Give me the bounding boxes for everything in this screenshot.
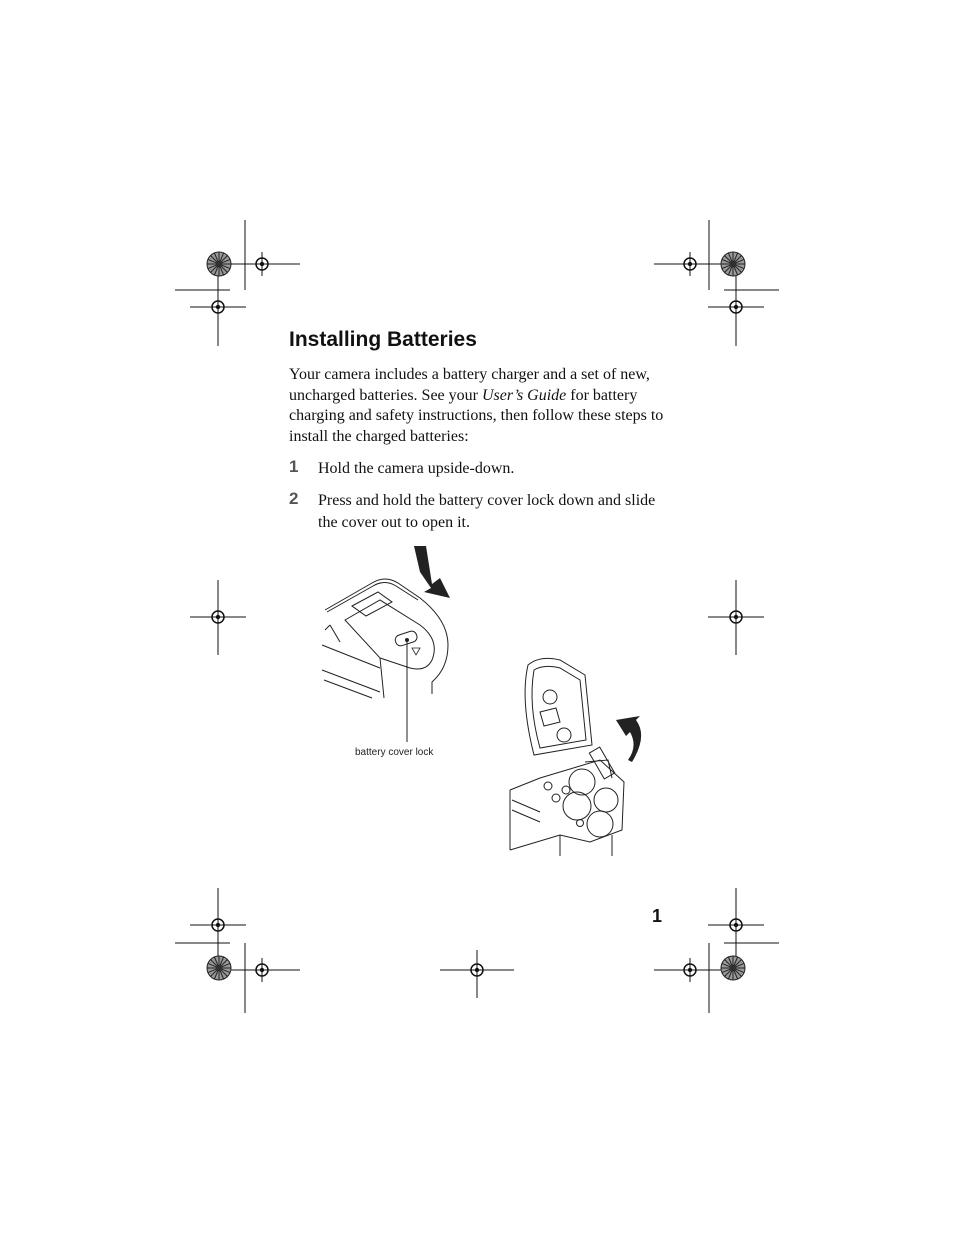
users-guide-reference: User’s Guide (481, 386, 567, 404)
page-number: 1 (652, 906, 663, 926)
camera-closed-drawing (322, 579, 448, 698)
intro-text-part2: for battery charging and safety instructions, then follow these steps to install the charged batteries: (289, 386, 664, 445)
callout-dot (405, 638, 409, 642)
step-text: Hold the camera upside-down. (318, 460, 515, 477)
camera-open-drawing (510, 658, 624, 856)
battery-cover-lock-label: battery cover lock (355, 747, 434, 758)
battery-cover-illustration (300, 540, 680, 860)
intro-paragraph (289, 365, 669, 447)
slide-down-arrow (414, 546, 450, 598)
step-number: 2 (289, 489, 299, 508)
open-cover-arrow (616, 716, 641, 762)
step-text: Press and hold the battery cover lock down and slide the cover out to open it. (318, 492, 656, 531)
intro-text-part1: Your camera includes a battery charger and a set of new, uncharged batteries. See your (289, 366, 650, 404)
step-number: 1 (289, 457, 299, 476)
page-title: Installing Batteries (289, 328, 477, 351)
